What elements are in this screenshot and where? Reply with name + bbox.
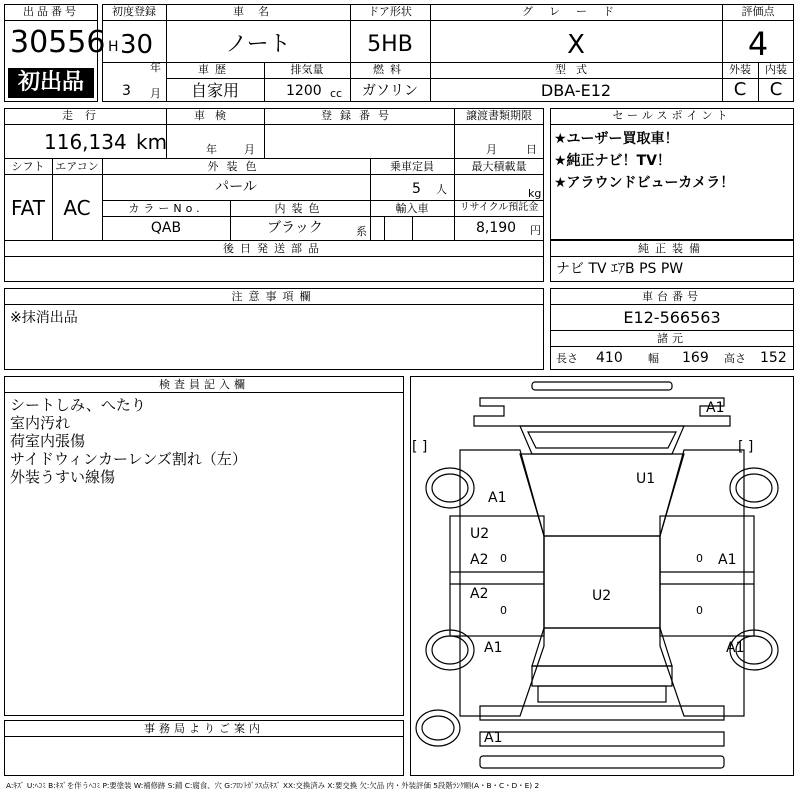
load-label: 最大積載量 xyxy=(471,160,527,173)
legend: A:ｷｽﾞ U:ﾍｺﾐ B:ｷｽﾞを伴うﾍｺﾐ P:要塗装 W:補修跡 S:錆 C:腐食、穴 G:ﾌﾛﾝﾄｶﾞﾗｽ点ｷｽﾞ XX:交換済み X:要交換 欠:欠品 内・外装評価 5段階ﾗﾝｸ順(A・B・C・D・E) 2 xyxy=(6,781,540,790)
recycle-label: リサイクル預託金 xyxy=(459,202,539,213)
recycle-value: 8,190 xyxy=(476,220,517,236)
width-label: 幅 xyxy=(648,352,659,365)
diagram-zero: 0 xyxy=(696,604,703,617)
diagram-zero: 0 xyxy=(696,552,703,565)
score-value: 4 xyxy=(747,25,769,63)
ext-grade-value: C xyxy=(733,79,747,100)
fuel-label: 燃料 xyxy=(373,63,407,76)
registration-month-unit: 月 xyxy=(150,87,161,100)
diagram-bracket-right: [ ] xyxy=(738,439,754,455)
registration-month: 3 xyxy=(122,83,131,99)
damage-mark: U1 xyxy=(636,471,656,487)
damage-mark: A2 xyxy=(470,586,489,602)
damage-mark: A1 xyxy=(726,640,745,656)
sales-points-box xyxy=(550,108,794,240)
diagram-zero: 0 xyxy=(500,604,507,617)
grade-value: X xyxy=(567,30,585,60)
inspector-label: 検査員記入欄 xyxy=(159,378,249,391)
grade-label: グレード xyxy=(522,5,630,18)
equipment-value: ナビ TV ｴｱB PS PW xyxy=(556,261,684,277)
door-type: 5HB xyxy=(367,32,413,57)
car-name: ノート xyxy=(225,32,291,57)
damage-mark: A1 xyxy=(484,640,503,656)
damage-mark: A2 xyxy=(470,552,489,568)
shift-value: FAT xyxy=(10,196,45,220)
inspector-line: 外装うすい線傷 xyxy=(10,468,116,486)
dims-label: 諸元 xyxy=(657,332,687,345)
int-grade-label: 内装 xyxy=(765,63,787,76)
length-label: 長さ xyxy=(556,352,578,365)
door-label: ドア形状 xyxy=(368,5,412,18)
sales-point-item: ★アラウンドビューカメラ！ xyxy=(554,175,735,191)
damage-mark: A1 xyxy=(706,400,725,416)
ext-grade-label: 外装 xyxy=(729,63,751,76)
recycle-unit: 円 xyxy=(530,224,541,237)
inspector-line: 室内汚れ xyxy=(10,414,71,432)
displacement-value: 1200 xyxy=(286,83,322,99)
damage-mark: A1 xyxy=(718,552,737,568)
later-parts-label: 後日発送部品 xyxy=(223,242,325,255)
capacity-label: 乗車定員 xyxy=(390,160,434,173)
fuel-value: ガソリン xyxy=(362,83,418,99)
import-label: 輸入車 xyxy=(395,202,429,215)
capacity-value: 5 xyxy=(412,181,421,197)
registration-label: 初度登録 xyxy=(112,5,156,18)
color-value: パール xyxy=(215,179,257,195)
diagram-bracket-left: [ ] xyxy=(412,439,428,455)
mileage-unit: km xyxy=(136,130,168,154)
damage-mark: A1 xyxy=(484,730,503,746)
model-value: DBA-E12 xyxy=(540,81,612,100)
damage-mark: U2 xyxy=(592,588,612,604)
mileage-label: 走行 xyxy=(62,109,108,122)
notes-label: 注意事項欄 xyxy=(231,290,317,303)
office-label: 事務局よりご案内 xyxy=(144,722,264,735)
chassis-label: 車台番号 xyxy=(642,290,702,303)
inspection-label: 車検 xyxy=(194,109,236,122)
history-value: 自家用 xyxy=(190,81,239,100)
interior-color-value: ブラック xyxy=(267,220,323,236)
height-value: 152 xyxy=(760,350,787,366)
int-grade-value: C xyxy=(769,79,783,100)
model-label: 型式 xyxy=(555,63,597,76)
registration-year: 30 xyxy=(120,30,154,60)
length-value: 410 xyxy=(596,350,623,366)
score-label: 評価点 xyxy=(741,5,775,18)
load-unit: kg xyxy=(528,187,542,200)
inspector-line: 荷室内張傷 xyxy=(10,432,86,450)
equipment-label: 純正装備 xyxy=(638,242,706,255)
damage-mark: U2 xyxy=(470,526,490,542)
history-label: 車歴 xyxy=(198,63,232,76)
chassis-value: E12-566563 xyxy=(623,308,721,327)
transfer-label: 譲渡書類期限 xyxy=(466,109,532,122)
color-no-label: カラーNo. xyxy=(128,202,204,215)
mileage-value: 116,134 xyxy=(44,130,127,154)
car-name-label: 車名 xyxy=(233,5,283,18)
lot-number-label: 出品番号 xyxy=(23,5,79,18)
sales-point-item: ★純正ナビ！TV！ xyxy=(554,153,671,169)
sales-point-item: ★ユーザー買取車！ xyxy=(554,131,679,147)
sales-points-label: セールスポイント xyxy=(612,109,732,122)
capacity-unit: 人 xyxy=(436,183,447,196)
shift-label: シフト xyxy=(11,160,45,173)
plate-label: 登録番号 xyxy=(321,109,397,122)
displacement-label: 排気量 xyxy=(290,63,324,76)
registration-era: H xyxy=(108,39,119,55)
color-no-value: QAB xyxy=(150,220,182,236)
transfer-day-unit: 日 xyxy=(526,143,537,156)
lot-number: 30556 xyxy=(10,25,106,60)
ac-label: エアコン xyxy=(55,160,99,173)
inspector-line: シートしみ、へたり xyxy=(10,396,146,414)
width-value: 169 xyxy=(682,350,709,366)
transfer-month-unit: 月 xyxy=(486,143,497,156)
inspection-month-unit: 月 xyxy=(244,143,255,156)
first-listing-badge: 初出品 xyxy=(8,68,94,98)
registration-year-unit: 年 xyxy=(150,61,161,74)
inspection-year-unit: 年 xyxy=(206,143,217,156)
color-label: 外装色 xyxy=(207,160,265,173)
car-diagram xyxy=(410,376,794,776)
ac-value: AC xyxy=(63,196,91,220)
displacement-unit: cc xyxy=(330,87,343,100)
height-label: 高さ xyxy=(724,352,746,365)
interior-color-label: 内装色 xyxy=(274,202,326,215)
interior-color-unit: 系 xyxy=(356,225,367,238)
diagram-zero: 0 xyxy=(500,552,507,565)
damage-mark: A1 xyxy=(488,490,507,506)
notes-value: ※抹消出品 xyxy=(10,310,78,326)
inspector-line: サイドウィンカーレンズ割れ（左） xyxy=(10,450,247,468)
